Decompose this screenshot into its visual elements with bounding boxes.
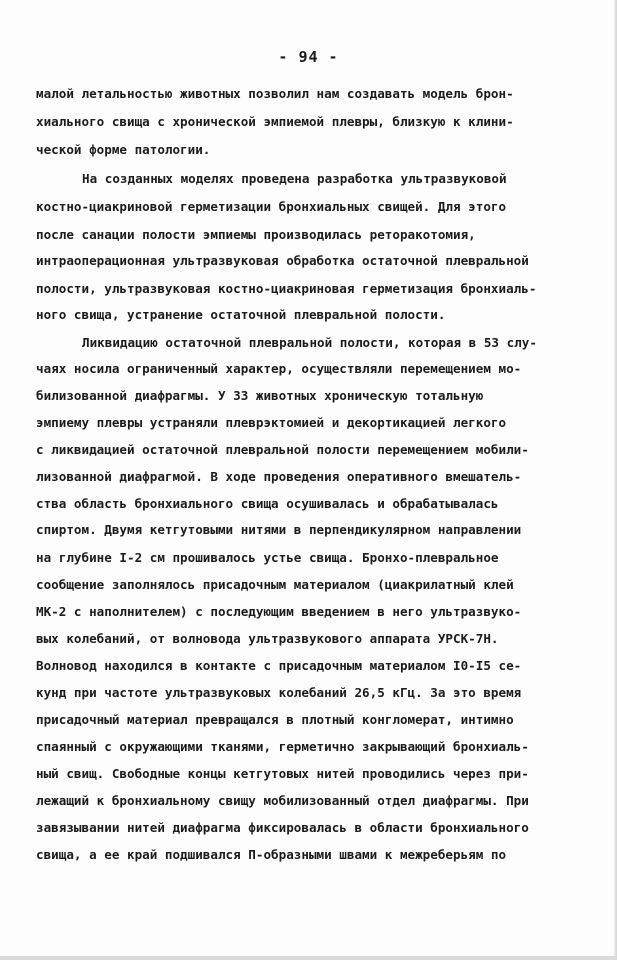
text-line: эмпиему плевры устраняли плеврэктомией и декортикацией легкого (36, 415, 507, 430)
page-number: - 94 - (278, 48, 339, 66)
text-line: ный свищ. Свободные концы кетгутовых нитей проводились через при- (36, 766, 529, 781)
text-line: лизованной диафрагмой. В ходе проведения оперативного вмешатель- (36, 469, 522, 484)
text-line: ческой форме патологии. (36, 142, 211, 157)
text-line: чаях носила ограниченный характер, осуществляли перемещением мо- (36, 361, 522, 376)
text-line: костно-циакриновой герметизации бронхиальных свищей. Для этого (36, 199, 507, 214)
text-line: ного свища, устранение остаточной плевральной полости. (36, 307, 446, 322)
text-line: спиртом. Двумя кетгутовыми нитями в перпендикулярном направлении (36, 522, 522, 537)
text-line: на глубине I-2 см прошивалось устье свища. Бронхо-плевральное (36, 550, 499, 565)
text-line: присадочный материал превращался в плотный конгломерат, интимно (36, 712, 514, 727)
paragraph-start-line: На созданных моделях проведена разработка ультразвуковой (82, 171, 507, 186)
text-line: ства область бронхиального свища осушивалась и обрабатывалась (36, 496, 499, 511)
text-line: после санации полости эмпиемы производилась реторакотомия, (36, 227, 476, 242)
text-line: спаянный с окружающими тканями, герметично закрывающий бронхиаль- (36, 739, 529, 754)
text-line: лежащий к бронхиальному свищу мобилизованный отдел диафрагмы. При (36, 793, 529, 808)
text-line: вых колебаний, от волновода ультразвукового аппарата УРСК-7Н. (36, 631, 499, 646)
text-line: малой летальностью животных позволил нам создавать модель брон- (36, 86, 514, 101)
text-line: хиального свища с хронической эмпиемой плевры, близкую к клини- (36, 114, 514, 129)
text-line: свища, а ее край подшивался П-образными швами к межреберьям по (36, 847, 507, 862)
text-line: кунд при частоте ультразвуковых колебаний 26,5 кГц. За это время (36, 685, 522, 700)
text-line: завязывании нитей диафрагма фиксировалась в области бронхиального (36, 820, 529, 835)
text-line: полости, ультразвуковая костно-циакриновая герметизация бронхиаль- (36, 281, 537, 296)
text-line: Волновод находился в контакте с присадочным материалом I0-I5 се- (36, 658, 522, 673)
text-line: с ликвидацией остаточной плевральной полости перемещением мобили- (36, 442, 529, 457)
text-line: интраоперационная ультразвуковая обработка остаточной плевральной (36, 253, 529, 268)
paragraph-start-line: Ликвидацию остаточной плевральной полости, которая в 53 слу- (82, 335, 537, 350)
text-line: МК-2 с наполнителем) с последующим введением в него ультразвуко- (36, 604, 522, 619)
text-line: билизованной диафрагмы. У 33 животных хроническую тотальную (36, 388, 484, 403)
page-bottom-edge (0, 956, 617, 960)
text-line: сообщение заполнялось присадочным материалом (циакрилатный клей (36, 577, 514, 592)
